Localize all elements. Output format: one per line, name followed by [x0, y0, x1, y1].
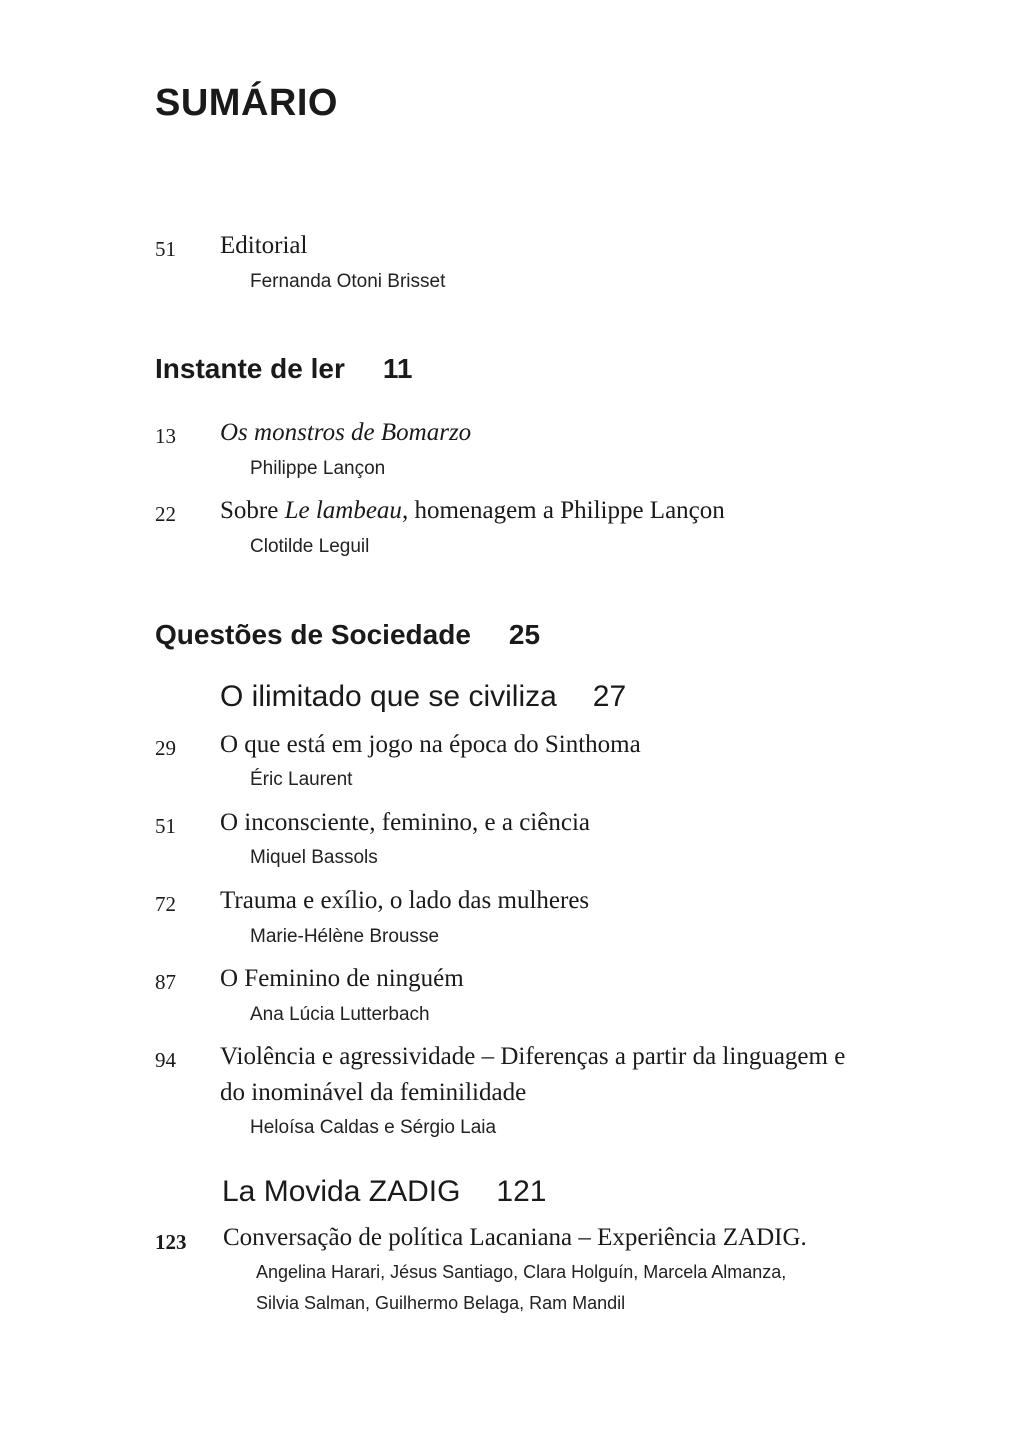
entry-title-part: Sobre [220, 497, 285, 524]
entry-title-continued[interactable]: do inominável da feminilidade [220, 1079, 527, 1106]
subsection-page-number: 121 [496, 1175, 547, 1208]
entry-title[interactable]: O inconsciente, feminino, e a ciência [220, 809, 590, 836]
entry-title[interactable]: Conversação de política Lacaniana – Experiência ZADIG. [223, 1224, 807, 1251]
entry-page-number: 123 [155, 1230, 187, 1254]
section-page-number: 11 [382, 353, 413, 384]
entry-author: Éric Laurent [250, 769, 353, 790]
section-heading[interactable] [155, 619, 540, 651]
entry-title[interactable] [220, 497, 725, 525]
entry-page-number: 29 [155, 736, 176, 760]
entry-title[interactable]: Violência e agressividade – Diferenças a partir da linguagem e [220, 1043, 846, 1070]
entry-author-continued: Silvia Salman, Guilhermo Belaga, Ram Mandil [256, 1293, 626, 1313]
entry-title[interactable]: O Feminino de ninguém [220, 965, 464, 992]
subsection-page-number: 27 [592, 680, 627, 713]
entry-page-number: 87 [155, 970, 176, 994]
entry-author: Angelina Harari, Jésus Santiago, Clara Holguín, Marcela Almanza, [256, 1262, 787, 1282]
subsection-title: La Movida ZADIG [222, 1175, 461, 1208]
subsection-heading[interactable] [222, 1175, 546, 1209]
entry-title[interactable]: Editorial [220, 232, 308, 259]
entry-title-italic: Le lambeau [284, 497, 402, 524]
entry-author: Philippe Lançon [250, 458, 386, 479]
entry-author: Clotilde Leguil [250, 536, 370, 557]
subsection-heading[interactable] [220, 680, 626, 714]
section-heading[interactable] [155, 353, 412, 385]
section-title: Instante de ler [155, 353, 345, 384]
entry-title[interactable]: O que está em jogo na época do Sinthoma [220, 731, 641, 758]
entry-title[interactable]: Trauma e exílio, o lado das mulheres [220, 887, 590, 914]
entry-page-number: 51 [155, 814, 176, 838]
entry-page-number: 22 [155, 502, 176, 526]
entry-page-number: 13 [155, 424, 176, 448]
entry-author: Ana Lúcia Lutterbach [250, 1004, 430, 1025]
entry-author: Miquel Bassols [250, 847, 378, 868]
page-title: SUMÁRIO [155, 82, 338, 124]
entry-title[interactable]: Os monstros de Bomarzo [220, 419, 472, 446]
entry-page-number: 94 [155, 1048, 176, 1072]
section-page-number: 25 [508, 619, 541, 650]
section-title: Questões de Sociedade [155, 619, 471, 650]
entry-page-number: 51 [155, 237, 176, 261]
entry-author: Fernanda Otoni Brisset [250, 271, 446, 292]
entry-page-number: 72 [155, 892, 176, 916]
entry-author: Marie-Hélène Brousse [250, 926, 440, 947]
subsection-title: O ilimitado que se civiliza [220, 680, 557, 713]
entry-author: Heloísa Caldas e Sérgio Laia [250, 1117, 497, 1138]
entry-title-part: , homenagem a Philippe Lançon [401, 497, 725, 524]
